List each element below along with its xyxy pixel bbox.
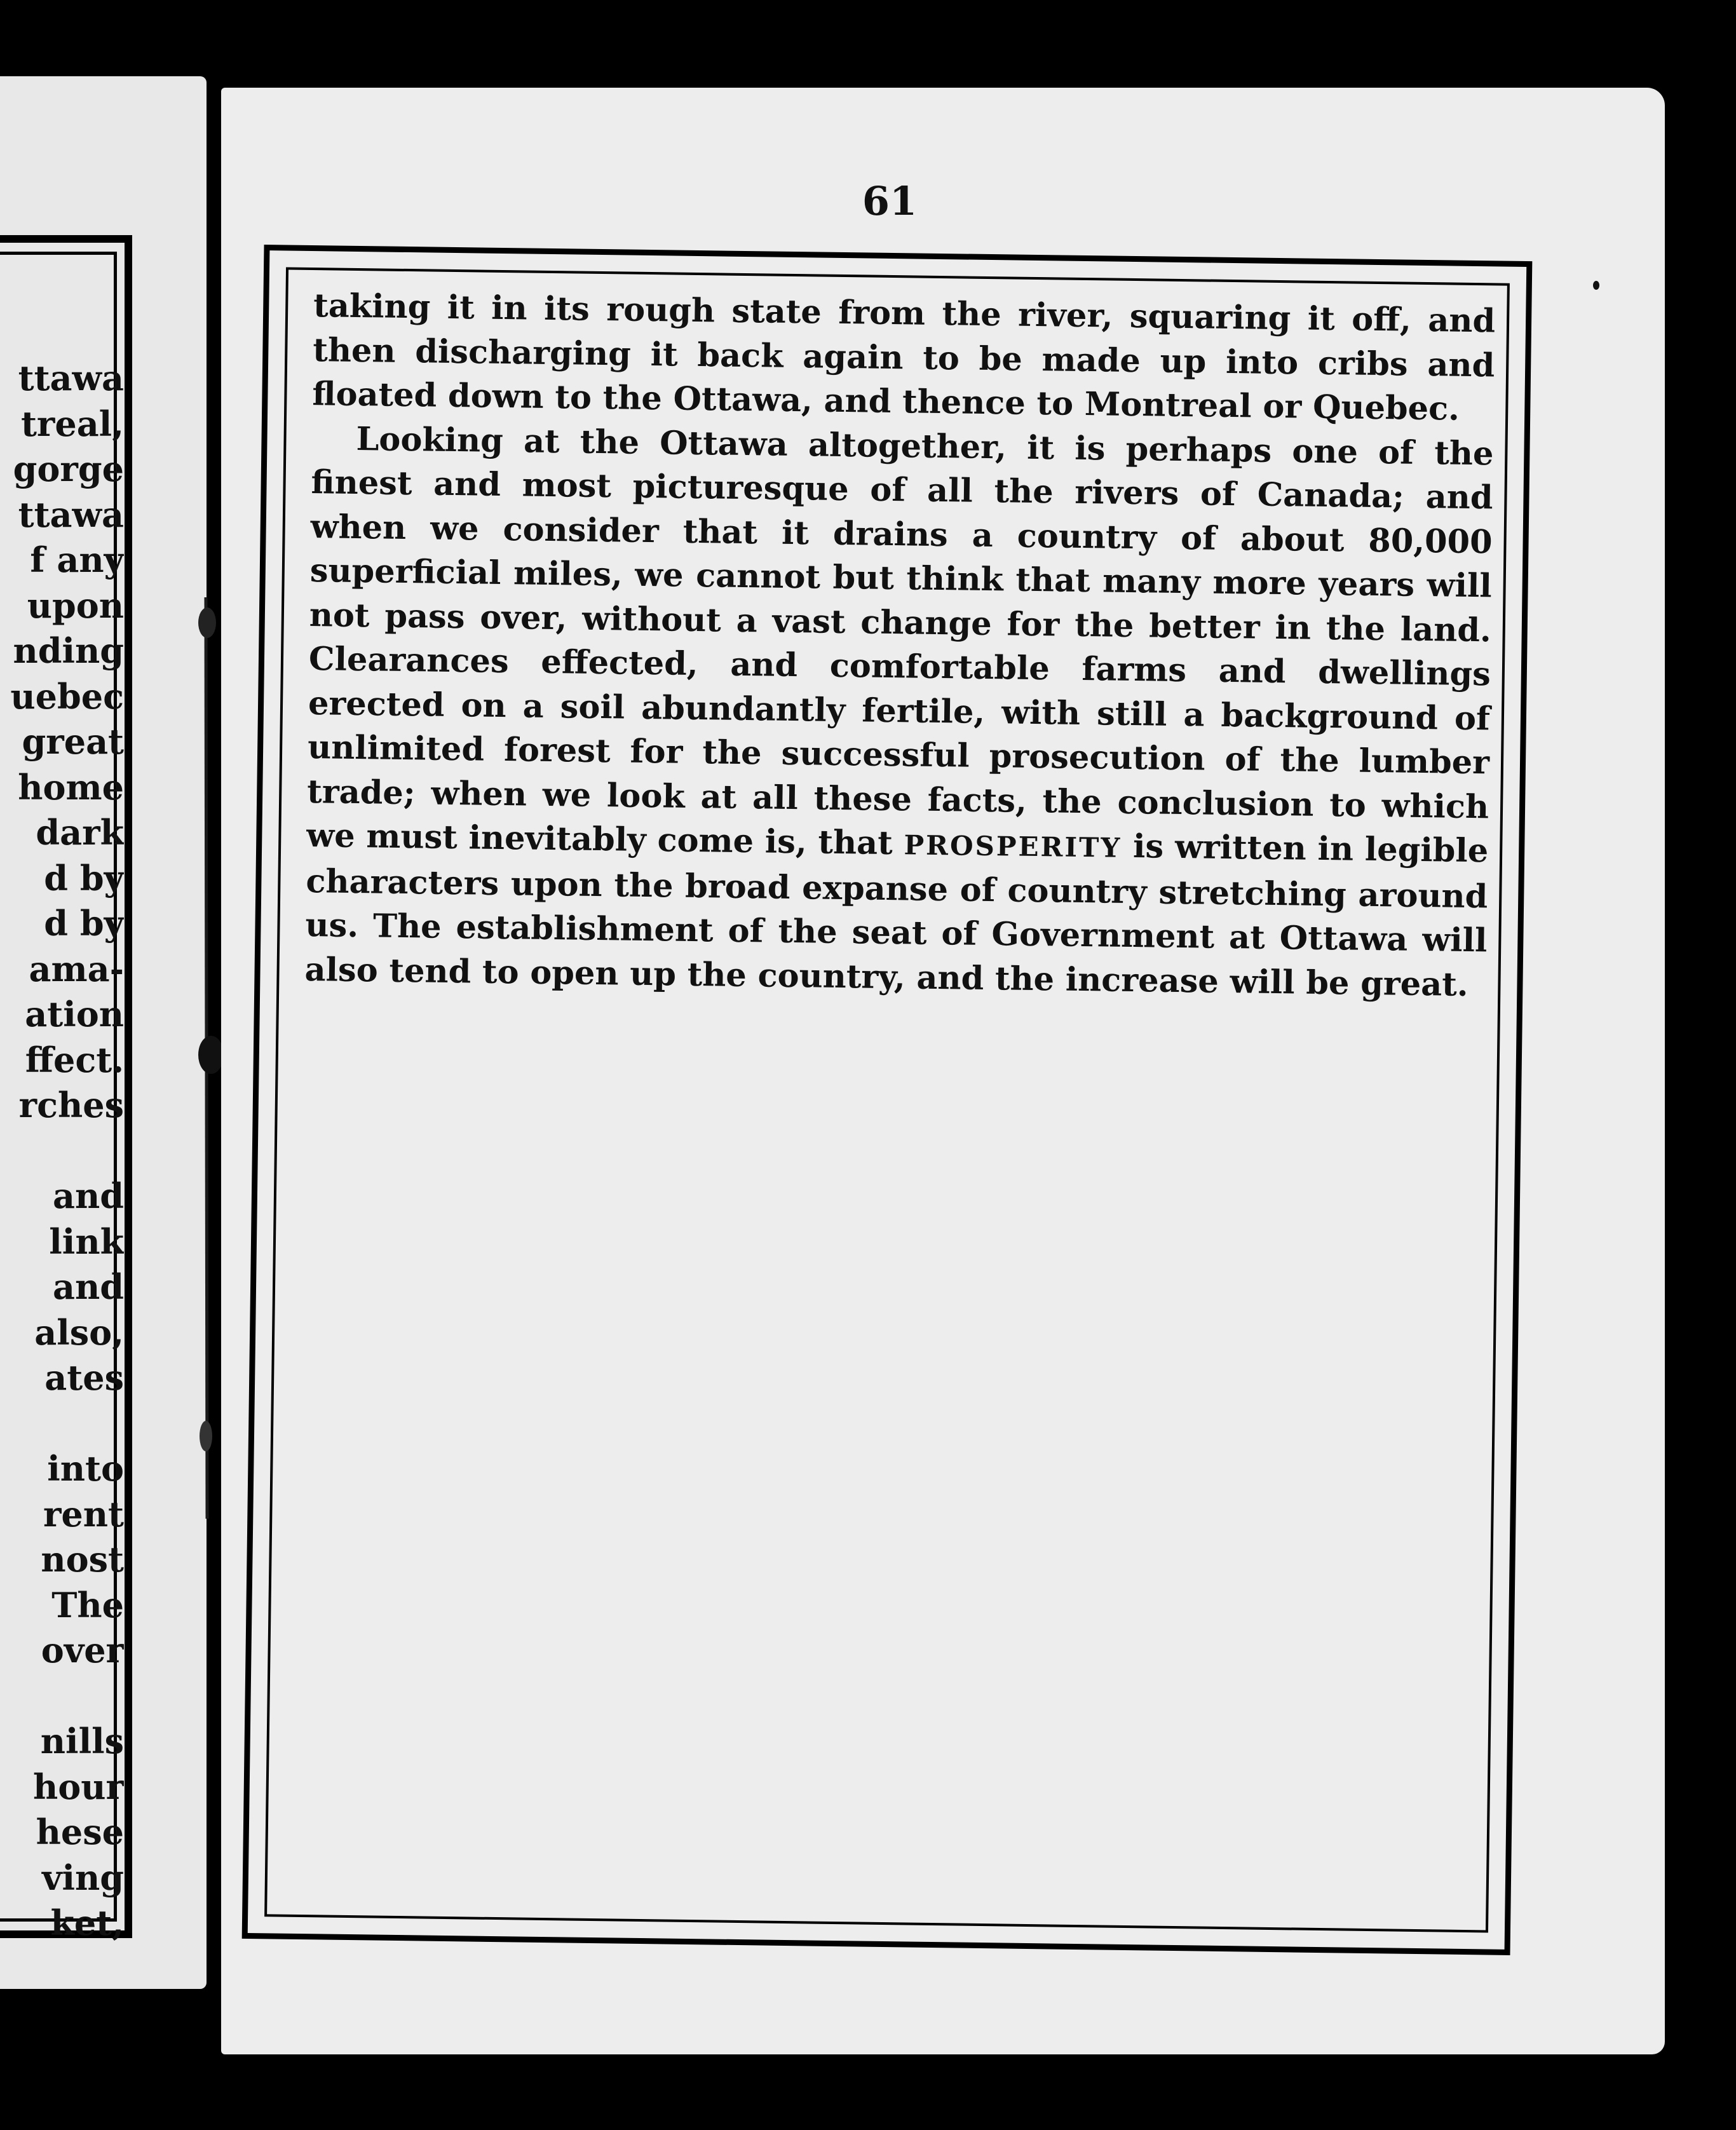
left-line: into bbox=[47, 1448, 124, 1489]
paragraph-text: is written in legible characters upon the broad expanse of country stretching around us. The establishment of the seat of Government at Ottawa will also tend to open up the country, and the increase will be great. bbox=[304, 827, 1489, 1004]
left-line: gorge bbox=[13, 449, 124, 489]
paragraph: taking it in its rough state from the river, squaring it off, and then discharging it back again to be made up into cribs and floated down to the Ottawa, and thence to Montreal or Quebec. bbox=[312, 287, 1496, 428]
left-line: nills bbox=[40, 1721, 124, 1761]
left-line: nost bbox=[41, 1539, 124, 1580]
left-line: ation bbox=[25, 994, 124, 1034]
left-line: ving bbox=[42, 1857, 124, 1898]
left-line: ffect. bbox=[25, 1039, 124, 1080]
left-line: and bbox=[52, 1266, 124, 1307]
ink-speck bbox=[1593, 281, 1599, 290]
left-line: rent bbox=[43, 1493, 124, 1535]
paragraph-text: Looking at the Ottawa altogether, it is perhaps one of the finest and most picturesque of all the rivers of Canada; and when we consider that it drains a country of about 80,000 superficial miles, we cannot but think that many more years will not pass over, without a vast change for the better in the land. Clearances effected, and comfortable farms and dwellings erected on a soil abundantly fertile, with still a background of unlimited forest for the successful prosecution of the lumber trade; when we look at all these facts, the conclusion to which we must inevitably come is, that bbox=[306, 419, 1494, 863]
left-line: ama- bbox=[29, 948, 124, 989]
left-line bbox=[0, 1401, 124, 1447]
left-line bbox=[0, 1129, 124, 1174]
left-line: rches bbox=[18, 1085, 124, 1125]
left-line: dark bbox=[36, 812, 124, 853]
left-line: link bbox=[49, 1221, 124, 1262]
prosperity-emphasis: PROSPERITY bbox=[904, 829, 1122, 864]
page-number: 61 bbox=[862, 178, 918, 224]
left-line: d by bbox=[44, 903, 124, 944]
left-line: nding bbox=[13, 630, 124, 671]
left-line: f any bbox=[30, 539, 124, 580]
left-line: hour bbox=[33, 1766, 124, 1807]
left-line: d by bbox=[44, 857, 124, 899]
left-page-edge bbox=[0, 76, 207, 1989]
binding-thread bbox=[192, 597, 224, 1519]
left-line: and bbox=[52, 1176, 124, 1216]
left-line: ket, bbox=[50, 1903, 124, 1943]
paragraph bbox=[304, 417, 1494, 1008]
body-text bbox=[304, 284, 1495, 1007]
left-line: ttawa bbox=[18, 494, 124, 535]
left-line: treal, bbox=[20, 403, 124, 444]
left-line: ates bbox=[44, 1357, 124, 1398]
left-line: over bbox=[41, 1630, 124, 1671]
left-line: ttawa bbox=[18, 358, 124, 398]
left-line bbox=[0, 1674, 124, 1720]
left-line: The bbox=[51, 1584, 124, 1625]
left-line: upon bbox=[27, 585, 124, 626]
text-frame-outer-rule bbox=[242, 245, 1533, 1955]
left-line: home bbox=[18, 766, 124, 808]
left-line: also, bbox=[34, 1312, 124, 1353]
left-line: hese bbox=[36, 1812, 124, 1852]
left-line: uebec bbox=[10, 675, 124, 717]
left-page-line-endings bbox=[0, 356, 124, 1946]
left-line: great bbox=[22, 721, 124, 762]
